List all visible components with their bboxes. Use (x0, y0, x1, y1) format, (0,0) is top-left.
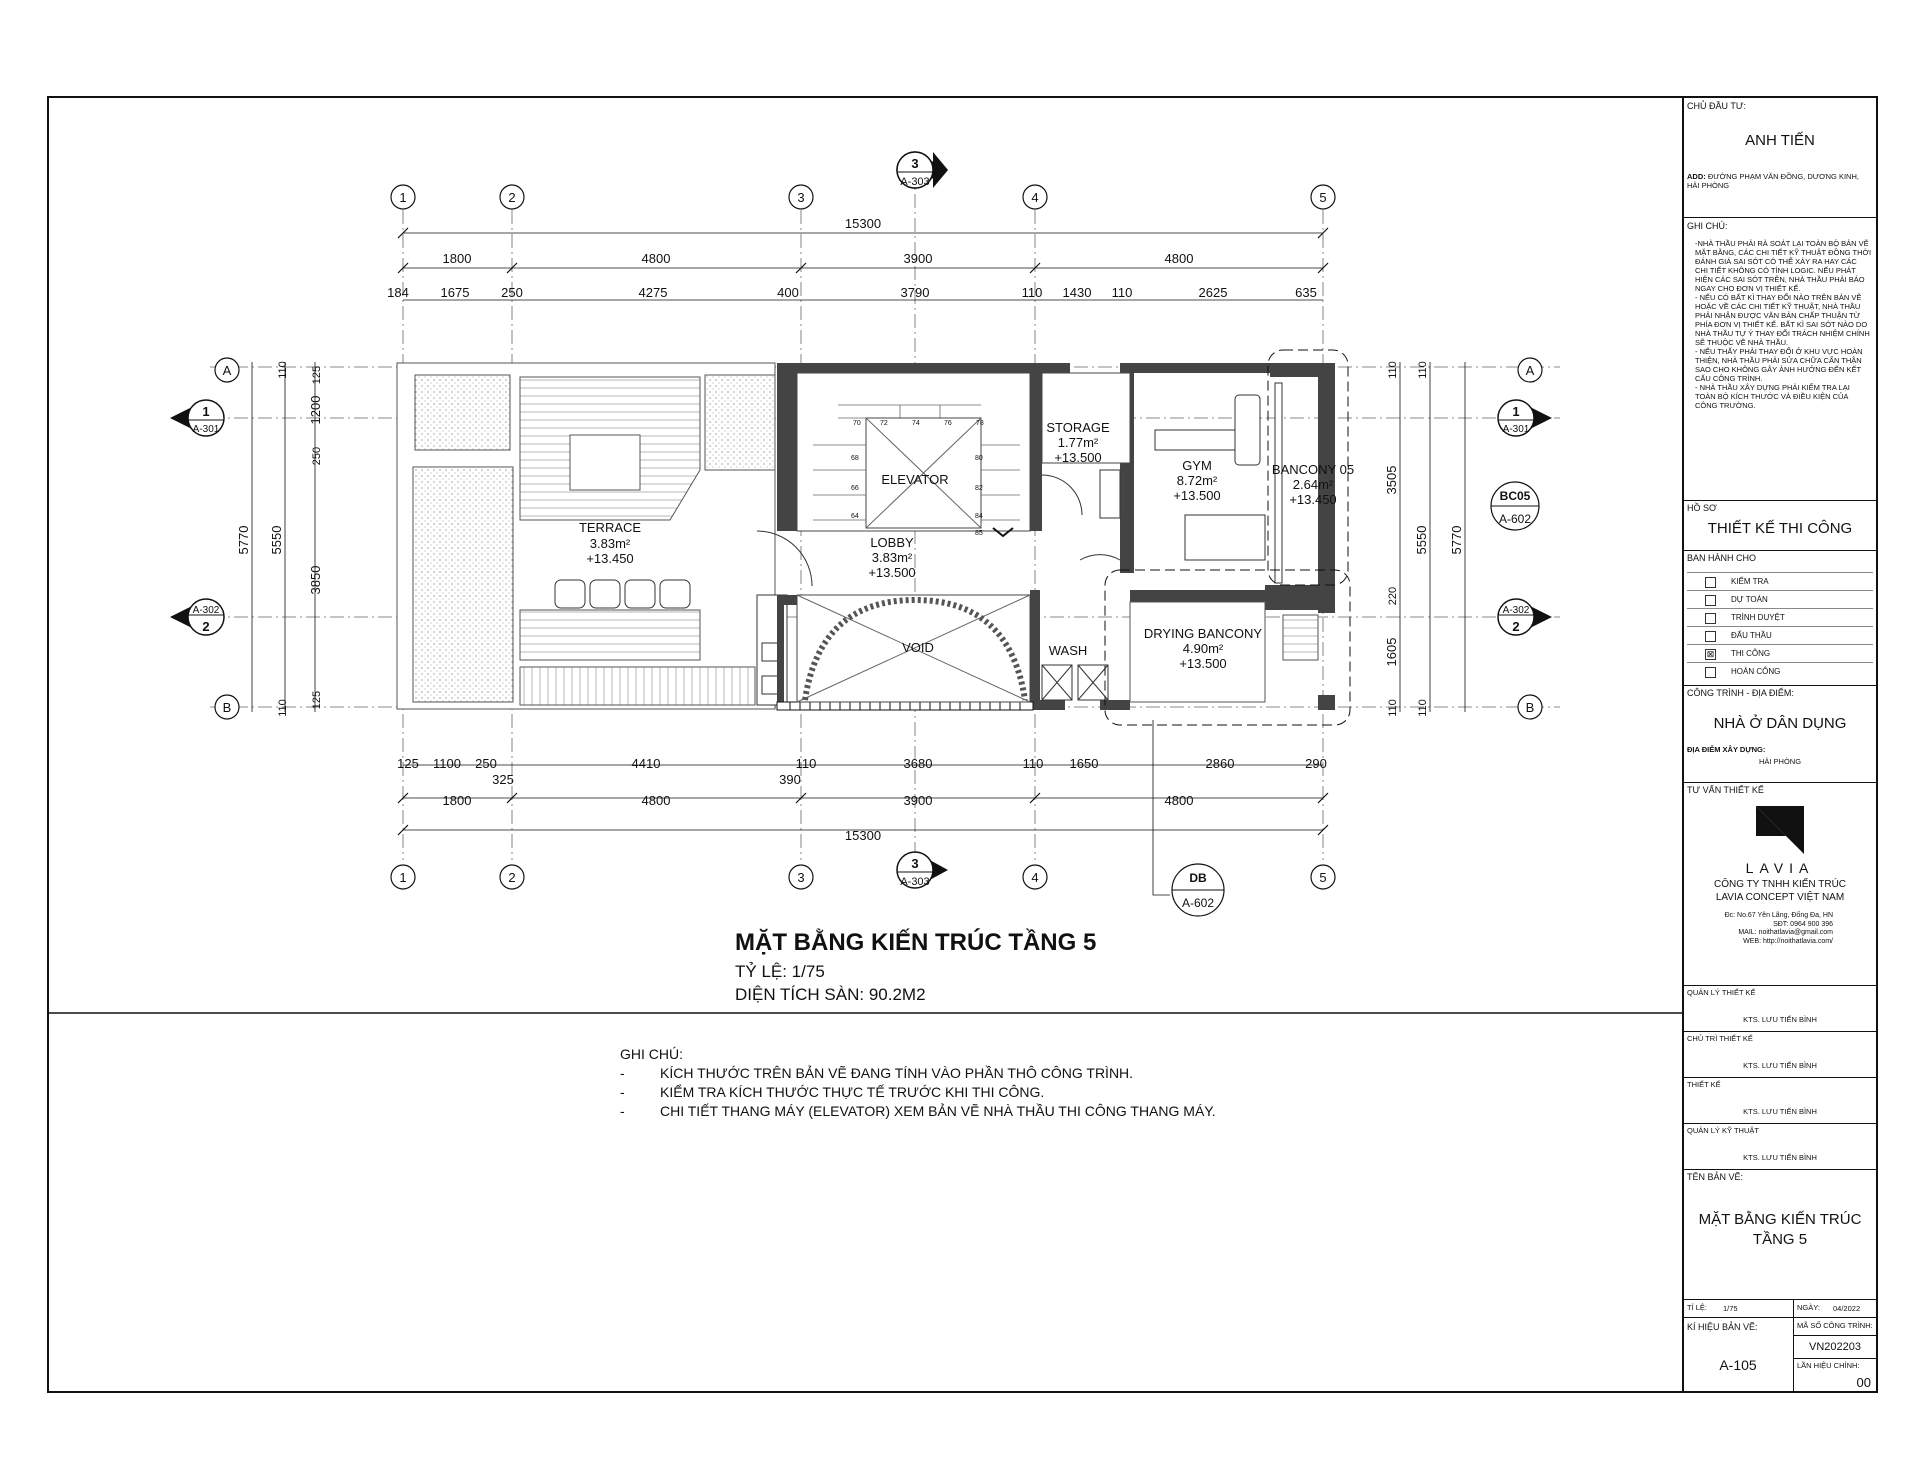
svg-text:3: 3 (911, 156, 919, 171)
note-item: CHI TIẾT THANG MÁY (ELEVATOR) XEM BẢN VẼ NHÀ THẦU THI CÔNG THANG MÁY. (660, 1103, 1216, 1119)
dim-text: 2625 (1198, 285, 1228, 300)
room-area: 2.64m² (1292, 477, 1334, 492)
notes-heading: GHI CHÚ: (620, 1046, 683, 1062)
room-name: GYM (1182, 458, 1212, 473)
drawing-name: TẦNG 5 (1752, 1231, 1808, 1248)
svg-text:DB: DB (1189, 871, 1207, 885)
general-notes (620, 1045, 1216, 1121)
sheet-info: TỈ LỆ: 1/75 NGÀY: 04/2022 KÍ HIỆU BẢN VẼ: A-105 MÃ SỐ CÔNG TRÌNH: VN202203 LẦN HIỆU CHỈNH: 00 (1683, 1299, 1877, 1392)
grid-label: 3 (797, 190, 805, 205)
room-area: 8.72m² (1176, 473, 1218, 488)
room-name: ELEVATOR (881, 472, 949, 487)
grid-label: 1 (399, 190, 407, 205)
svg-text:250: 250 (311, 446, 323, 466)
svg-text:A-301: A-301 (1502, 424, 1530, 435)
dim-text: 635 (1295, 285, 1317, 300)
svg-text:78: 78 (976, 420, 984, 427)
check-row[interactable]: TRÌNH DUYỆT (1687, 608, 1873, 627)
issued-for-label: BAN HÀNH CHO (1687, 553, 1757, 563)
svg-text:220: 220 (1387, 586, 1399, 606)
room-level: +13.500 (1054, 450, 1102, 465)
dim-text: 4800 (1164, 793, 1194, 808)
dim-text: 3900 (903, 793, 933, 808)
dim-text: 3790 (900, 285, 930, 300)
hoso-value: THIẾT KẾ THI CÔNG (1707, 520, 1853, 537)
void-rail (777, 702, 1033, 710)
bullet: - (620, 1084, 625, 1100)
room-level: +13.500 (1179, 656, 1227, 671)
hoso-section (1683, 500, 1877, 551)
svg-text:110: 110 (1387, 699, 1399, 717)
svg-text:5770: 5770 (1449, 525, 1464, 555)
grid-label: 4 (1031, 190, 1039, 205)
dim-text: 1800 (442, 251, 472, 266)
room-level: +13.450 (1289, 492, 1337, 507)
company-line: CÔNG TY TNHH KIẾN TRÚC (1713, 879, 1847, 890)
location-label: ĐỊA ĐIỂM XÂY DỰNG: (1687, 745, 1766, 754)
check-row[interactable]: ĐẤU THẦU (1687, 626, 1873, 645)
dim-text: 325 (492, 772, 514, 787)
svg-text:A-303: A-303 (900, 876, 930, 888)
room-name: VOID (902, 640, 934, 655)
planter (413, 467, 513, 702)
svg-text:2: 2 (202, 619, 210, 634)
check-row[interactable]: ⊠ THI CÔNG (1687, 644, 1873, 663)
bullet: - (620, 1065, 625, 1081)
svg-text:110: 110 (1387, 361, 1399, 379)
room-name: WASH (1048, 643, 1088, 658)
consultant-label: TƯ VẤN THIẾT KẾ (1687, 785, 1764, 795)
bullet: - (620, 1103, 625, 1119)
role-section: QUẢN LÝ THIẾT KẾ KTS. LƯU TIẾN BÌNH (1683, 985, 1877, 1032)
dim-text: 250 (501, 285, 523, 300)
detail-marker-bc05 (1491, 482, 1539, 530)
svg-text:A-302: A-302 (1502, 605, 1530, 616)
grid-label: 1 (399, 870, 407, 885)
svg-text:A-301: A-301 (192, 424, 220, 435)
svg-text:82: 82 (975, 485, 983, 492)
room-area: 3.83m² (871, 550, 913, 565)
company-line: LAVIA CONCEPT VIỆT NAM (1715, 892, 1845, 903)
grid-label: 2 (508, 190, 516, 205)
drawing-name-section (1683, 1169, 1877, 1300)
room-level: +13.450 (586, 551, 634, 566)
room-name: BANCONY 05 (1271, 462, 1355, 477)
svg-text:110: 110 (1417, 361, 1429, 379)
svg-text:1: 1 (202, 404, 210, 419)
section-marker-3-top (897, 152, 948, 188)
role-section: QUẢN LÝ KỸ THUẬT KTS. LƯU TIẾN BÌNH (1683, 1123, 1877, 1170)
section-marker-2-left (170, 599, 224, 635)
grid-label: 3 (797, 870, 805, 885)
wood-deck (520, 667, 755, 705)
project-name: NHÀ Ở DÂN DỤNG (1713, 715, 1847, 732)
svg-text:A-303: A-303 (900, 176, 930, 188)
title-block (1683, 97, 1877, 1392)
room-area: 4.90m² (1182, 641, 1224, 656)
planter (705, 375, 775, 470)
check-row[interactable]: KIỂM TRA (1687, 572, 1873, 591)
grid-label: A (222, 363, 232, 378)
svg-text:A-302: A-302 (192, 605, 220, 616)
dim-text: 5770 (236, 525, 251, 555)
dim-text: 4275 (638, 285, 668, 300)
svg-text:70: 70 (853, 420, 861, 427)
dim-text: 4410 (631, 756, 661, 771)
grid-label: A (1525, 363, 1535, 378)
owner-label: CHỦ ĐẦU TƯ: (1687, 101, 1747, 111)
storage-door (1042, 475, 1082, 515)
dim-text: 184 (387, 285, 409, 300)
svg-text:BC05: BC05 (1499, 489, 1531, 503)
grid-bubbles-top (391, 185, 1335, 209)
checkbox (1705, 631, 1716, 642)
section-marker-3-bottom (897, 852, 948, 888)
dim-text: 290 (1305, 756, 1327, 771)
svg-text:3850: 3850 (308, 565, 323, 595)
note-item: KIỂM TRA KÍCH THƯỚC THỰC TẾ TRƯỚC KHI THI CÔNG. (660, 1084, 1045, 1100)
sheet-border (48, 97, 1877, 1392)
dim-text: 4800 (641, 793, 671, 808)
grid-label: B (222, 700, 232, 715)
owner-section (1683, 97, 1877, 218)
contact-info: Đc: No.67 Yên Lãng, Đống Đa, HN SĐT: 0964 900 396 MAIL: noithatlavia@gmail.com WEB: http://noithatlavia.com/ (1724, 912, 1833, 945)
svg-text:3505: 3505 (1384, 465, 1399, 495)
svg-text:5550: 5550 (1414, 525, 1429, 555)
grid-label: 4 (1031, 870, 1039, 885)
section-marker-2-right (1498, 599, 1552, 635)
room-area: 1.77m² (1057, 435, 1099, 450)
room-level: +13.500 (1173, 488, 1221, 503)
section-marker-1-right (1498, 400, 1552, 436)
role-section: THIẾT KẾ KTS. LƯU TIẾN BÌNH (1683, 1077, 1877, 1124)
svg-text:68: 68 (851, 455, 859, 462)
drawing-name-label: TÊN BẢN VẼ: (1687, 1172, 1744, 1182)
room-name: LOBBY (870, 535, 914, 550)
room-name: DRYING BANCONY (1143, 626, 1263, 641)
revision-number: 00 (1856, 1375, 1871, 1390)
dim-text: 125 (397, 756, 419, 771)
svg-text:72: 72 (880, 420, 888, 427)
dim-text: 400 (777, 285, 799, 300)
dim-text: 110 (1021, 285, 1043, 300)
dim-text: 250 (475, 756, 497, 771)
issued-for-section (1683, 550, 1877, 686)
wood-deck (520, 610, 700, 660)
planter (415, 375, 510, 450)
svg-text:1605: 1605 (1384, 637, 1399, 667)
svg-text:84: 84 (975, 513, 983, 520)
svg-text:2: 2 (1512, 619, 1520, 634)
dim-text: 1650 (1069, 756, 1099, 771)
svg-text:64: 64 (851, 513, 859, 520)
svg-text:A-602: A-602 (1181, 896, 1215, 910)
project-label: CÔNG TRÌNH - ĐỊA ĐIỂM: (1687, 688, 1794, 698)
grid-label: 5 (1319, 870, 1327, 885)
role-section: CHỦ TRÌ THIẾT KẾ KTS. LƯU TIẾN BÌNH (1683, 1031, 1877, 1078)
date-value: 04/2022 (1833, 1304, 1861, 1313)
gym-machine (1235, 395, 1260, 465)
project-code: VN202203 (1809, 1341, 1861, 1353)
dim-text: 2860 (1205, 756, 1235, 771)
owner-address: ADD: ĐƯỜNG PHẠM VĂN ĐỒNG, DƯƠNG KINH, HẢI PHÒNG (1687, 172, 1859, 190)
svg-text:80: 80 (975, 455, 983, 462)
svg-text:76: 76 (944, 420, 952, 427)
project-section (1683, 685, 1877, 783)
scale-value: 1/75 (1723, 1304, 1738, 1313)
drawing-name: MẶT BẰNG KIẾN TRÚC (1698, 1211, 1862, 1228)
svg-text:110: 110 (277, 361, 289, 379)
dim-total-top: 15300 (844, 216, 882, 231)
svg-text:110: 110 (277, 699, 289, 717)
dim-text: 110 (1111, 285, 1133, 300)
dim-text: 110 (1022, 756, 1044, 771)
lavia-logo-icon (1756, 806, 1804, 854)
dim-text: 5550 (269, 525, 284, 555)
dim-text: 4800 (1164, 251, 1194, 266)
dim-text: 1800 (442, 793, 472, 808)
brand-name: LAVIA (1745, 860, 1815, 876)
grid-label: 5 (1319, 190, 1327, 205)
consultant-section (1683, 782, 1877, 986)
dim-text: 1430 (1062, 285, 1092, 300)
tb-notes-text: -NHÀ THẦU PHẢI RÀ SOÁT LẠI TOÀN BỘ BẢN VẼ MẶT BẰNG, CÁC CHI TIẾT KỸ THUẬT ĐỒNG THỜI ĐÁNH GIÁ SAI SÓT CÓ THỂ XẢY RA HAY CÁC CHI TIẾT KHÔNG CÓ TÍNH LOGIC. NẾU PHÁT HIỆN CÁC SAI SÓT TRÊN, NHÀ THẦU PHẢI BÁO NGAY CHO ĐƠN VỊ THIẾT KẾ. - NẾU CÓ BẤT KÌ THAY ĐỔI NÀO TRÊN BẢN VẼ HOẶC VỀ CÁC CHI TIẾT KỸ THUẬT, NHÀ THẦU PHẢI NHẬN ĐƯỢC VĂN BẢN CHẤP THUẬN TỪ PHÍA ĐƠN VỊ THIẾT KẾ. BẤT KÌ SAI SÓT NÀO DO NHÀ THẦU TỰ Ý THAY ĐỔI TRÁCH NHIỆM CHÍNH SẼ THUỘC VỀ NHÀ THẦU. - NẾU THẤY PHẢI THAY ĐỔI Ở KHU VỰC HOÀN THIỆN, NHÀ THẦU PHẢI SỬA CHỮA CẨN THẬN SAO CHO KHÔNG GÂY ẢNH HƯỞNG ĐẾN KẾT CẤU CÔNG TRÌNH. - NHÀ THẦU XÂY DỰNG PHẢI KIỂM TRA LẠI TOÀN BỘ KÍCH THƯỚC VÀ ĐIỀU KIỆN CỦA CÔNG TRƯỜNG. (1695, 239, 1872, 410)
svg-text:85: 85 (975, 530, 983, 537)
drawing-area: DIỆN TÍCH SÀN: 90.2M2 (735, 985, 926, 1004)
checkbox (1705, 595, 1716, 606)
svg-text:125: 125 (311, 365, 323, 385)
check-row[interactable]: DỰ TOÁN (1687, 590, 1873, 609)
dim-text: 3680 (903, 756, 933, 771)
dim-total-bottom: 15300 (844, 828, 882, 843)
owner-name: ANH TIẾN (1745, 132, 1815, 149)
drying-stairs (1283, 615, 1318, 660)
section-marker-1-left (170, 400, 224, 436)
svg-text:A-602: A-602 (1498, 512, 1532, 526)
svg-text:74: 74 (912, 420, 920, 427)
room-name: STORAGE (1046, 420, 1110, 435)
dim-text: 1100 (433, 756, 461, 771)
treadmill (1185, 515, 1265, 560)
check-row[interactable]: HOÀN CÔNG (1687, 662, 1873, 681)
checkbox (1705, 667, 1716, 678)
dim-text: 110 (795, 756, 817, 771)
grid-label: B (1525, 700, 1535, 715)
grid-label: 2 (508, 870, 516, 885)
balcony-rail (1275, 383, 1282, 583)
room-level: +13.500 (868, 565, 916, 580)
bench (570, 435, 640, 490)
dim-text: 3900 (903, 251, 933, 266)
checkbox (1705, 613, 1716, 624)
tb-notes-label: GHI CHÚ: (1687, 221, 1728, 231)
note-item: KÍCH THƯỚC TRÊN BẢN VẼ ĐANG TÍNH VÀO PHẦN THÔ CÔNG TRÌNH. (660, 1065, 1134, 1081)
location-value: HẢI PHÒNG (1758, 757, 1802, 766)
svg-text:66: 66 (851, 485, 859, 492)
drawing-scale: TỶ LỆ: 1/75 (735, 962, 825, 981)
checkbox (1705, 577, 1716, 588)
detail-marker-db (1153, 720, 1224, 916)
dim-text: 4800 (641, 251, 671, 266)
svg-text:1200: 1200 (308, 395, 323, 425)
dim-text: 1675 (440, 285, 470, 300)
svg-text:1: 1 (1512, 404, 1520, 419)
hoso-label: HỒ SƠ (1687, 503, 1717, 513)
room-area: 3.83m² (589, 536, 631, 551)
tb-notes-section (1683, 217, 1877, 501)
svg-text:110: 110 (1417, 699, 1429, 717)
sheet-number: A-105 (1719, 1357, 1757, 1373)
svg-text:3: 3 (911, 856, 919, 871)
svg-text:125: 125 (311, 690, 323, 710)
room-name: TERRACE (578, 520, 642, 535)
dim-text: 390 (779, 772, 801, 787)
drawing-title: MẶT BẰNG KIẾN TRÚC TẦNG 5 (735, 929, 1097, 956)
checkbox: ⊠ (1706, 649, 1715, 659)
